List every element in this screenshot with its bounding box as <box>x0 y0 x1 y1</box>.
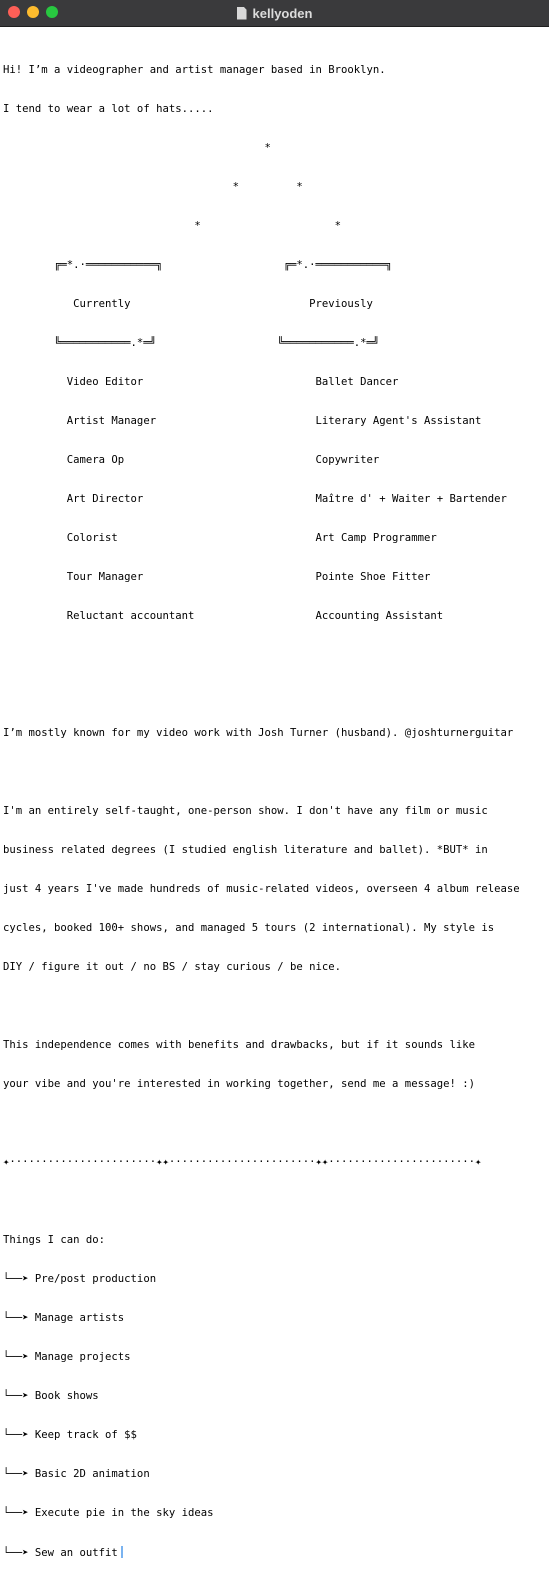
box-labels: Currently Previously <box>3 298 373 310</box>
ascii-stars-row: * * <box>3 220 342 232</box>
skill-item: └──➤ Keep track of $$ <box>3 1429 137 1441</box>
skill-item: └──➤ Sew an outfit <box>3 1547 118 1559</box>
document-icon <box>237 7 247 20</box>
ascii-box-bottom: ╚═══════════.*═╝ ╚═══════════.*═╝ <box>3 337 380 349</box>
roles-row: Tour Manager Pointe Shoe Fitter <box>3 571 431 583</box>
skill-item: └──➤ Execute pie in the sky ideas <box>3 1507 214 1519</box>
bio-line: just 4 years I've made hundreds of music-related videos, overseen 4 album release <box>3 883 520 895</box>
intro-line: I tend to wear a lot of hats..... <box>3 103 214 115</box>
bio-line: DIY / figure it out / no BS / stay curious / be nice. <box>3 961 342 973</box>
blank-line <box>3 1117 520 1130</box>
roles-row: Reluctant accountant Accounting Assistant <box>3 610 444 622</box>
skill-item: └──➤ Manage projects <box>3 1351 131 1363</box>
ascii-stars-row: * * <box>3 181 303 193</box>
contact-line: your vibe and you're interested in working together, send me a message! :) <box>3 1078 475 1090</box>
skill-item: └──➤ Basic 2D animation <box>3 1468 150 1480</box>
roles-row: Video Editor Ballet Dancer <box>3 376 399 388</box>
blank-line <box>3 1000 520 1013</box>
roles-row: Colorist Art Camp Programmer <box>3 532 437 544</box>
roles-row: Art Director Maître d' + Waiter + Bartender <box>3 493 507 505</box>
skill-item: └──➤ Manage artists <box>3 1312 125 1324</box>
text-cursor <box>121 1546 123 1558</box>
bio-line: cycles, booked 100+ shows, and managed 5 tours (2 international). My style is <box>3 922 495 934</box>
ascii-divider: ✦·······················✦✦·······················✦✦·······················✦ <box>3 1156 482 1168</box>
blank-line <box>3 766 520 779</box>
blank-line <box>3 688 520 701</box>
skill-item: └──➤ Pre/post production <box>3 1273 157 1285</box>
skill-item: └──➤ Book shows <box>3 1390 99 1402</box>
blank-line <box>3 1195 520 1208</box>
roles-row: Artist Manager Literary Agent's Assistant <box>3 415 482 427</box>
blank-line <box>3 649 520 662</box>
title-bar <box>0 0 549 27</box>
skill-item-last <box>3 1546 520 1559</box>
window-title: kellyoden <box>252 5 313 21</box>
known-for-line: I’m mostly known for my video work with Josh Turner (husband). @joshturnerguitar <box>3 727 514 739</box>
intro-line: Hi! I’m a videographer and artist manager based in Brooklyn. <box>3 64 386 76</box>
window-title-group <box>0 0 549 26</box>
text-editor-body[interactable] <box>3 38 520 1585</box>
roles-row: Camera Op Copywriter <box>3 454 380 466</box>
bio-line: business related degrees (I studied english literature and ballet). *BUT* in <box>3 844 488 856</box>
bio-line: I'm an entirely self-taught, one-person show. I don't have any film or music <box>3 805 488 817</box>
contact-line: This independence comes with benefits and drawbacks, but if it sounds like <box>3 1039 475 1051</box>
ascii-stars-row: * <box>3 142 271 154</box>
ascii-box-top: ╔═*.·═══════════╗ ╔═*.·═══════════╗ <box>3 259 393 271</box>
skills-heading: Things I can do: <box>3 1234 106 1246</box>
